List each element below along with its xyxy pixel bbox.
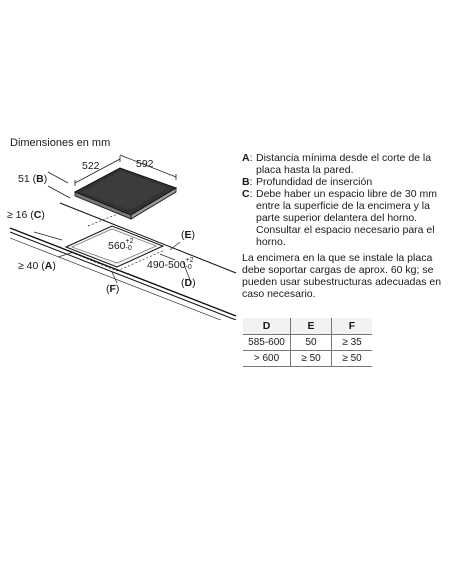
cutout-width-tol-plus: +2 (125, 238, 134, 245)
table-cell: ≥ 35 (332, 335, 373, 351)
legend-item-c: C: Debe haber un espacio libre de 30 mm entre la superficie de la encimera y la parte superior delantera del horno. Consultar el espacio necesario para el horno. (242, 188, 447, 248)
table-cell: ≥ 50 (332, 351, 373, 367)
d-key-label: (D) (181, 277, 196, 289)
column-header: D (243, 318, 291, 335)
width-label: 592 (136, 158, 154, 170)
hob-drawing (75, 168, 176, 219)
table-cell: > 600 (243, 351, 291, 367)
c-value: ≥ 16 (7, 209, 28, 221)
cutout-width-value: 560 (108, 240, 126, 252)
cutout-depth-tol-plus: +2 (185, 257, 194, 264)
f-key-label: (F) (106, 283, 120, 295)
b-value: 51 (18, 173, 30, 185)
a-dimension-label: ≥ 40 (A) (18, 260, 56, 272)
table-cell: 585-600 (243, 335, 291, 351)
e-key: E (184, 229, 192, 241)
cutout-depth-value: 490-500 (147, 259, 186, 271)
b-dimension-label: 51 (B) (18, 173, 48, 185)
column-header: E (291, 318, 332, 335)
a-key: A (44, 260, 53, 272)
legend-item-a: A: Distancia mínima desde el corte de la placa hasta la pared. (242, 152, 447, 176)
cutout-width-tol-minus: -0 (125, 245, 132, 252)
dimensions-title: Dimensiones en mm (10, 137, 111, 149)
c-key: C (33, 209, 42, 221)
legend-key: B (242, 176, 250, 188)
legend-text: Profundidad de inserción (256, 176, 373, 188)
cutout-depth-tol-minus: -0 (185, 264, 192, 271)
c-dimension-label: ≥ 16 (C) (7, 209, 45, 221)
legend-item-b: B: Profundidad de inserción (242, 176, 447, 188)
e-key-label: (E) (181, 229, 196, 241)
column-header: F (332, 318, 373, 335)
table-row (243, 335, 372, 351)
table-cell: 50 (291, 335, 332, 351)
table-header-row (243, 318, 372, 335)
f-key: F (109, 283, 116, 295)
cutout-width-label (108, 240, 134, 252)
a-value: ≥ 40 (18, 260, 39, 272)
legend-key: A (242, 152, 250, 164)
cutout-depth-label (147, 259, 194, 271)
depth-label: 522 (82, 160, 100, 172)
legend-text: Distancia mínima desde el corte de la placa hasta la pared. (256, 152, 432, 176)
dimensions-table (243, 318, 372, 367)
table-cell: ≥ 50 (291, 351, 332, 367)
b-key: B (36, 173, 44, 185)
legend (242, 152, 447, 248)
legend-text: Debe haber un espacio libre de 30 mm entre la superficie de la encimera y la parte superior delantera del horno. Consultar el espacio necesario para el horno. (256, 188, 437, 248)
legend-key: C (242, 188, 250, 200)
d-key: D (184, 277, 193, 289)
table-row (243, 351, 372, 367)
load-note: La encimera en la que se instale la placa debe soportar cargas de aprox. 60 kg; se pueden usar subestructuras adecuadas en caso necesario. (242, 252, 442, 300)
